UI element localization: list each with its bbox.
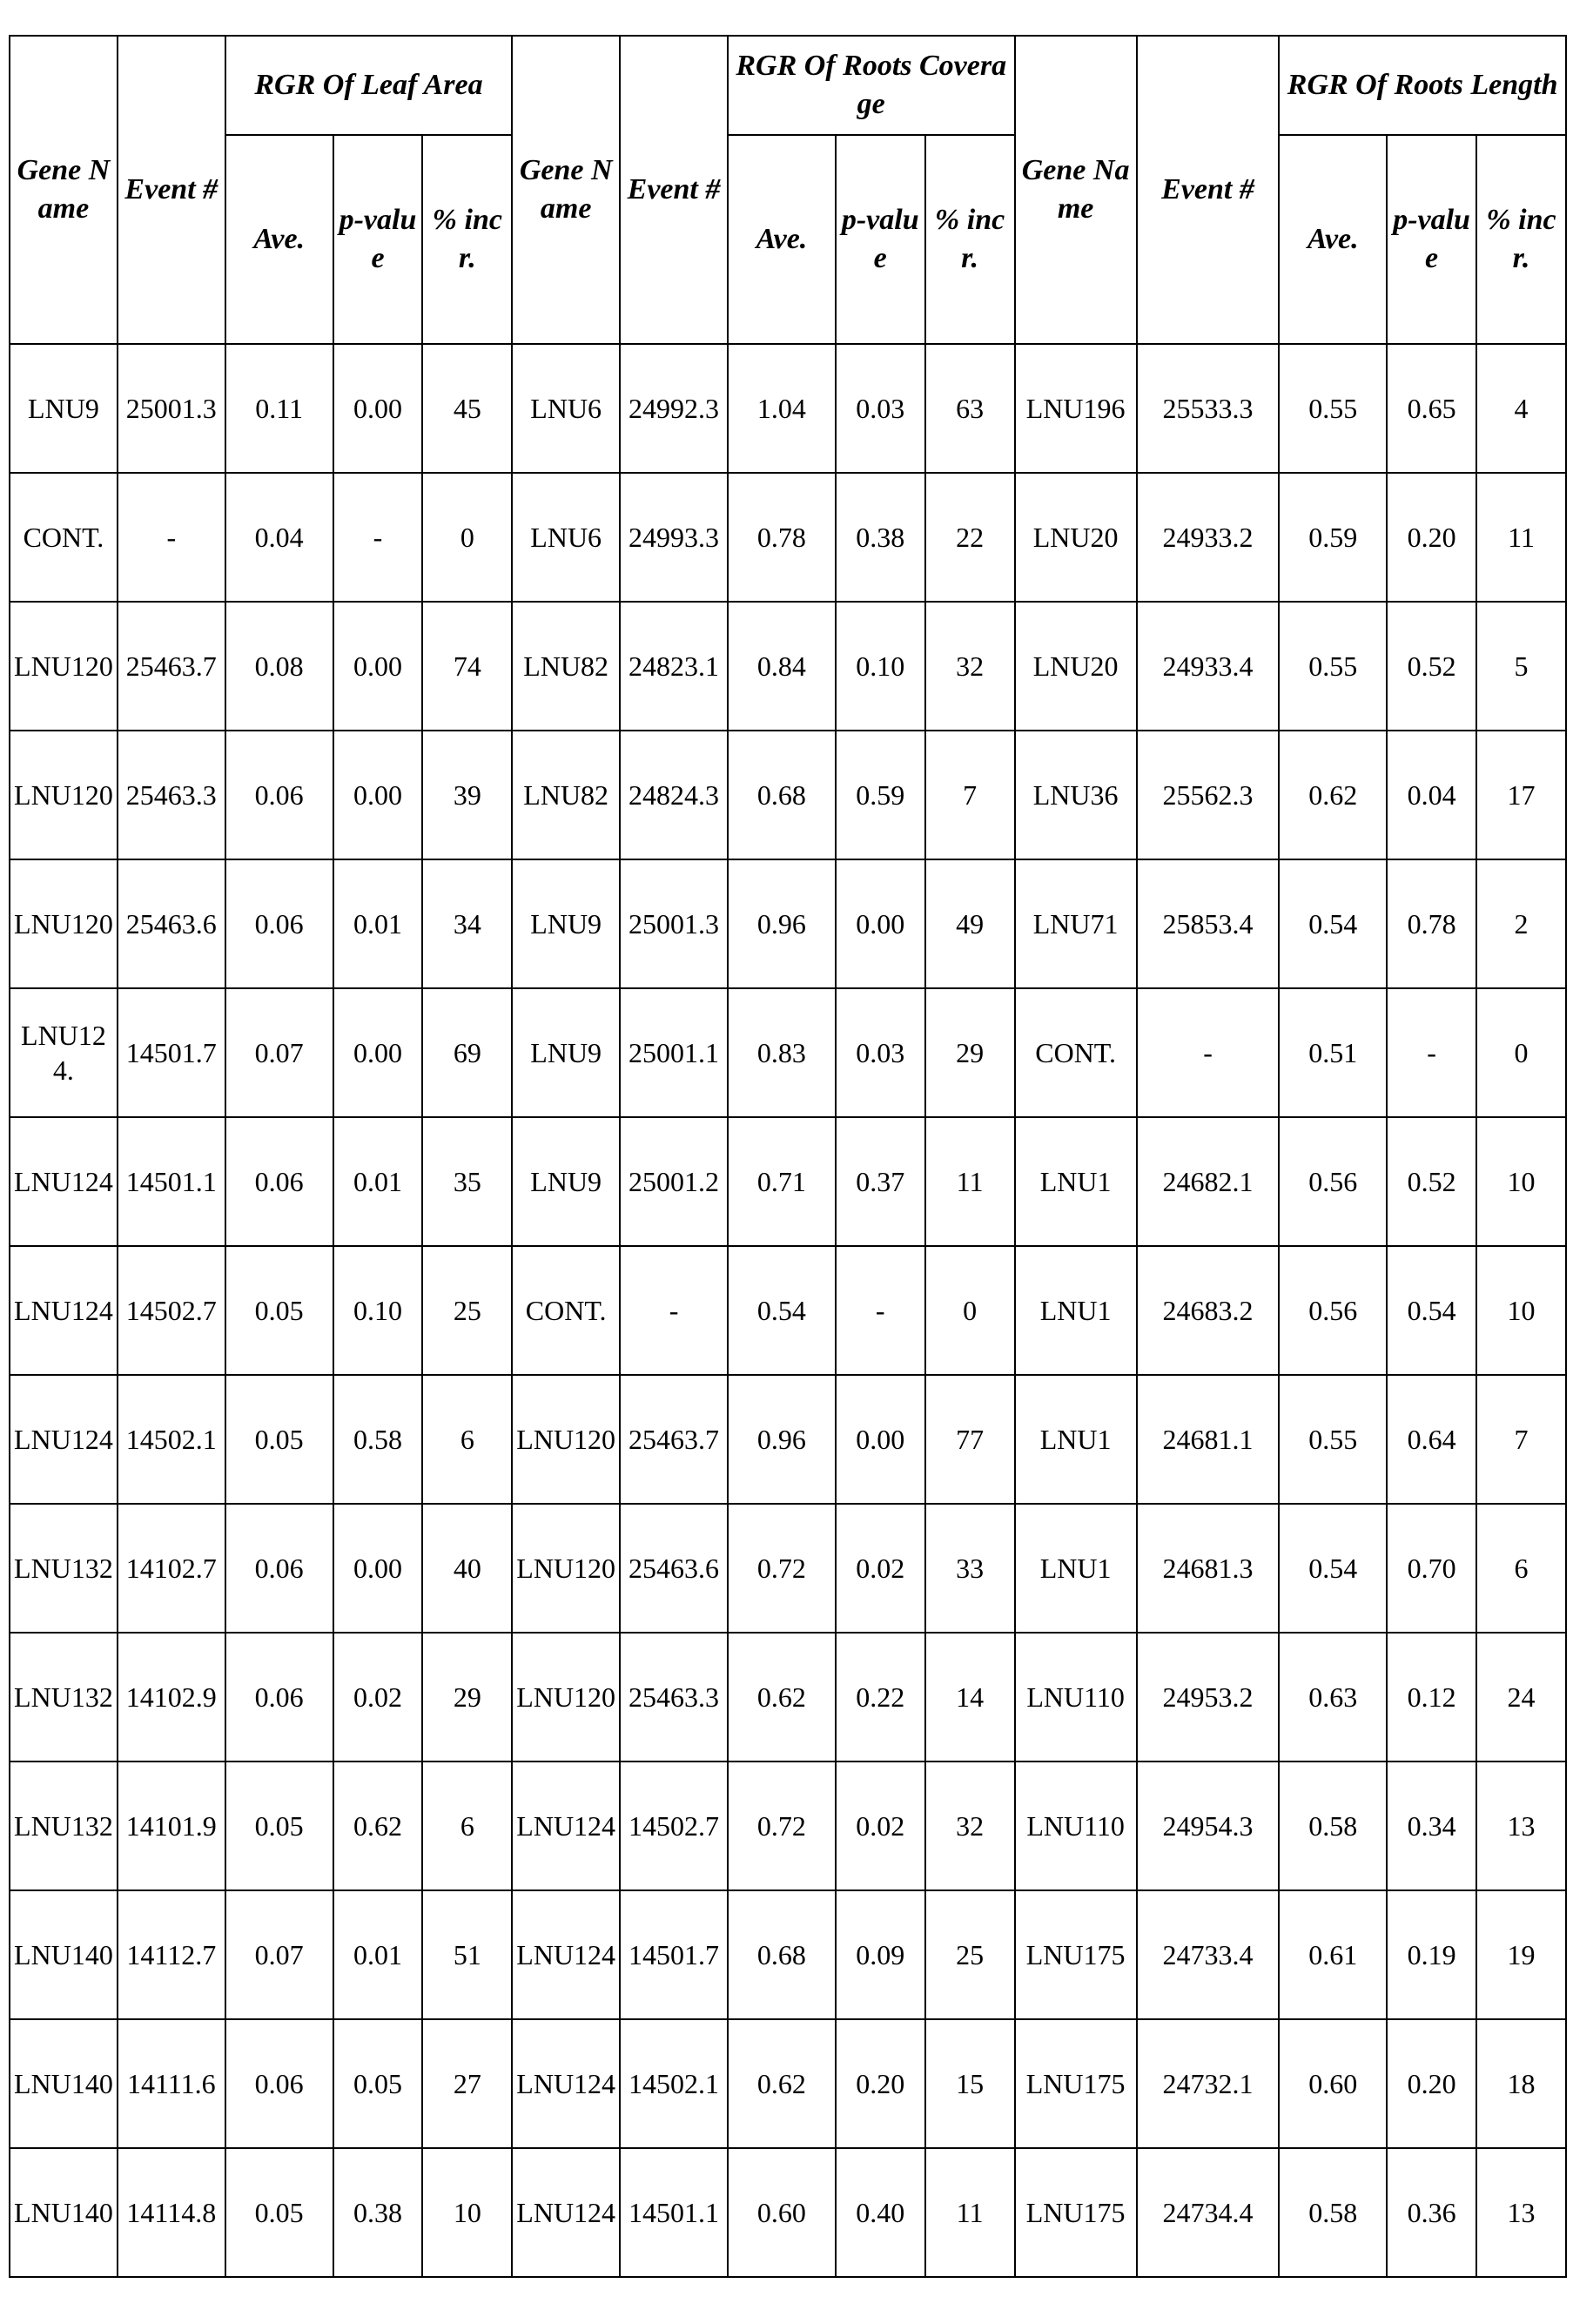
- gene-name-cell: LNU132: [10, 1504, 118, 1633]
- ave-cell: 0.51: [1279, 988, 1387, 1117]
- pct-incr-cell: 22: [925, 473, 1015, 602]
- pct-incr-cell: 24: [1476, 1633, 1566, 1762]
- pvalue-cell: 0.34: [1387, 1762, 1476, 1890]
- event-cell: 24954.3: [1137, 1762, 1280, 1890]
- ave-cell: 0.07: [225, 1890, 333, 2019]
- ave-cell: 0.05: [225, 1375, 333, 1504]
- pvalue-cell: 0.00: [333, 602, 423, 731]
- ave-cell: 0.60: [1279, 2019, 1387, 2148]
- pct-incr-cell: 0: [925, 1246, 1015, 1375]
- pvalue-cell: 0.37: [836, 1117, 925, 1246]
- pct-incr-cell: 77: [925, 1375, 1015, 1504]
- event-cell: 24734.4: [1137, 2148, 1280, 2277]
- pct-incr-cell: 35: [422, 1117, 512, 1246]
- event-cell: 25001.3: [620, 859, 728, 988]
- event-cell: 14101.9: [118, 1762, 225, 1890]
- pct-incr-cell: 29: [925, 988, 1015, 1117]
- ave-cell: 0.06: [225, 1117, 333, 1246]
- pvalue-cell: 0.36: [1387, 2148, 1476, 2277]
- pvalue-cell: 0.78: [1387, 859, 1476, 988]
- event-cell: 14501.7: [118, 988, 225, 1117]
- ave-cell: 0.54: [728, 1246, 836, 1375]
- event-cell: 25463.3: [118, 731, 225, 859]
- gene-name-cell: LNU140: [10, 2148, 118, 2277]
- table-row: [10, 1117, 1566, 1246]
- pvalue-cell: 0.10: [836, 602, 925, 731]
- gene-name-cell: LNU120: [10, 859, 118, 988]
- event-cell: -: [620, 1246, 728, 1375]
- ave-cell: 0.55: [1279, 344, 1387, 473]
- gene-name-cell: LNU124: [10, 1246, 118, 1375]
- event-cell: 14501.7: [620, 1890, 728, 2019]
- gene-name-cell: LNU20: [1015, 473, 1137, 602]
- table-row: [10, 2019, 1566, 2148]
- pct-incr-cell: 25: [925, 1890, 1015, 2019]
- pvalue-cell: 0.04: [1387, 731, 1476, 859]
- ave-cell: 0.11: [225, 344, 333, 473]
- event-cell: 14501.1: [118, 1117, 225, 1246]
- event-cell: 25463.6: [620, 1504, 728, 1633]
- ave-cell: 0.60: [728, 2148, 836, 2277]
- pvalue-cell: 0.05: [333, 2019, 423, 2148]
- pct-incr-cell: 45: [422, 344, 512, 473]
- table-row: [10, 1762, 1566, 1890]
- ave-cell: 1.04: [728, 344, 836, 473]
- ave-cell: 0.54: [1279, 1504, 1387, 1633]
- pvalue-cell: 0.03: [836, 988, 925, 1117]
- gene-name-cell: LNU120: [10, 731, 118, 859]
- ave-cell: 0.83: [728, 988, 836, 1117]
- event-cell: 14502.7: [620, 1762, 728, 1890]
- gene-name-cell: LNU175: [1015, 1890, 1137, 2019]
- ave-cell: 0.06: [225, 1504, 333, 1633]
- header-event: Event #: [118, 36, 225, 344]
- header-pvalue: p-value: [836, 135, 925, 344]
- event-cell: -: [118, 473, 225, 602]
- event-cell: 24933.4: [1137, 602, 1280, 731]
- pct-incr-cell: 32: [925, 1762, 1015, 1890]
- gene-name-cell: LNU1: [1015, 1117, 1137, 1246]
- event-cell: 24823.1: [620, 602, 728, 731]
- ave-cell: 0.62: [1279, 731, 1387, 859]
- ave-cell: 0.68: [728, 731, 836, 859]
- pvalue-cell: 0.20: [1387, 2019, 1476, 2148]
- gene-name-cell: LNU132: [10, 1633, 118, 1762]
- gene-name-cell: LNU82: [512, 731, 620, 859]
- pct-incr-cell: 10: [422, 2148, 512, 2277]
- header-gene-name: Gene Name: [512, 36, 620, 344]
- header-pct-incr: % incr.: [1476, 135, 1566, 344]
- ave-cell: 0.68: [728, 1890, 836, 2019]
- event-cell: 14501.1: [620, 2148, 728, 2277]
- header-pvalue: p-value: [1387, 135, 1476, 344]
- pvalue-cell: 0.40: [836, 2148, 925, 2277]
- event-cell: 14502.7: [118, 1246, 225, 1375]
- gene-name-cell: LNU140: [10, 2019, 118, 2148]
- ave-cell: 0.04: [225, 473, 333, 602]
- event-cell: 14112.7: [118, 1890, 225, 2019]
- event-cell: -: [1137, 988, 1280, 1117]
- pct-incr-cell: 13: [1476, 2148, 1566, 2277]
- table-row: [10, 988, 1566, 1117]
- gene-name-cell: LNU9: [512, 1117, 620, 1246]
- pct-incr-cell: 63: [925, 344, 1015, 473]
- results-table: [9, 35, 1567, 2278]
- header-ave: Ave.: [225, 135, 333, 344]
- table-row: [10, 1504, 1566, 1633]
- table-row: [10, 344, 1566, 473]
- header-event: Event #: [1137, 36, 1280, 344]
- pct-incr-cell: 7: [1476, 1375, 1566, 1504]
- ave-cell: 0.05: [225, 2148, 333, 2277]
- table-row: [10, 731, 1566, 859]
- pct-incr-cell: 17: [1476, 731, 1566, 859]
- pct-incr-cell: 25: [422, 1246, 512, 1375]
- ave-cell: 0.71: [728, 1117, 836, 1246]
- pvalue-cell: 0.12: [1387, 1633, 1476, 1762]
- gene-name-cell: LNU20: [1015, 602, 1137, 731]
- pvalue-cell: 0.00: [836, 1375, 925, 1504]
- pct-incr-cell: 4: [1476, 344, 1566, 473]
- ave-cell: 0.61: [1279, 1890, 1387, 2019]
- pvalue-cell: 0.02: [836, 1504, 925, 1633]
- table-row: [10, 2148, 1566, 2277]
- gene-name-cell: LNU6: [512, 473, 620, 602]
- event-cell: 24993.3: [620, 473, 728, 602]
- pct-incr-cell: 74: [422, 602, 512, 731]
- event-cell: 24682.1: [1137, 1117, 1280, 1246]
- pct-incr-cell: 18: [1476, 2019, 1566, 2148]
- pvalue-cell: 0.00: [333, 344, 423, 473]
- pvalue-cell: 0.01: [333, 859, 423, 988]
- pct-incr-cell: 0: [422, 473, 512, 602]
- gene-name-cell: LNU124: [512, 2019, 620, 2148]
- pvalue-cell: 0.03: [836, 344, 925, 473]
- table-header: [10, 36, 1566, 344]
- table-row: [10, 1246, 1566, 1375]
- pct-incr-cell: 39: [422, 731, 512, 859]
- header-ave: Ave.: [728, 135, 836, 344]
- event-cell: 24992.3: [620, 344, 728, 473]
- gene-name-cell: LNU124: [10, 1117, 118, 1246]
- gene-name-cell: LNU120: [512, 1504, 620, 1633]
- gene-name-cell: LNU120: [512, 1375, 620, 1504]
- ave-cell: 0.78: [728, 473, 836, 602]
- header-gene-name: Gene Name: [10, 36, 118, 344]
- event-cell: 25001.1: [620, 988, 728, 1117]
- pct-incr-cell: 11: [1476, 473, 1566, 602]
- pvalue-cell: 0.01: [333, 1117, 423, 1246]
- pct-incr-cell: 33: [925, 1504, 1015, 1633]
- event-cell: 25001.3: [118, 344, 225, 473]
- pct-incr-cell: 6: [422, 1762, 512, 1890]
- pvalue-cell: 0.54: [1387, 1246, 1476, 1375]
- gene-name-cell: LNU140: [10, 1890, 118, 2019]
- pvalue-cell: 0.38: [836, 473, 925, 602]
- ave-cell: 0.56: [1279, 1246, 1387, 1375]
- pct-incr-cell: 2: [1476, 859, 1566, 988]
- pvalue-cell: 0.38: [333, 2148, 423, 2277]
- event-cell: 25463.7: [620, 1375, 728, 1504]
- gene-name-cell: CONT.: [10, 473, 118, 602]
- event-cell: 24953.2: [1137, 1633, 1280, 1762]
- gene-name-cell: LNU9: [10, 344, 118, 473]
- pct-incr-cell: 15: [925, 2019, 1015, 2148]
- pct-incr-cell: 27: [422, 2019, 512, 2148]
- gene-name-cell: LNU124: [512, 2148, 620, 2277]
- header-pct-incr: % incr.: [925, 135, 1015, 344]
- gene-name-cell: LNU110: [1015, 1633, 1137, 1762]
- pct-incr-cell: 6: [422, 1375, 512, 1504]
- pvalue-cell: 0.02: [333, 1633, 423, 1762]
- gene-name-cell: LNU36: [1015, 731, 1137, 859]
- table-row: [10, 602, 1566, 731]
- header-ave: Ave.: [1279, 135, 1387, 344]
- pvalue-cell: 0.52: [1387, 602, 1476, 731]
- event-cell: 24933.2: [1137, 473, 1280, 602]
- header-pvalue: p-value: [333, 135, 423, 344]
- ave-cell: 0.08: [225, 602, 333, 731]
- ave-cell: 0.55: [1279, 1375, 1387, 1504]
- pvalue-cell: 0.00: [333, 1504, 423, 1633]
- event-cell: 25533.3: [1137, 344, 1280, 473]
- gene-name-cell: CONT.: [512, 1246, 620, 1375]
- event-cell: 14102.9: [118, 1633, 225, 1762]
- ave-cell: 0.72: [728, 1762, 836, 1890]
- ave-cell: 0.05: [225, 1762, 333, 1890]
- pvalue-cell: 0.59: [836, 731, 925, 859]
- header-event: Event #: [620, 36, 728, 344]
- event-cell: 25853.4: [1137, 859, 1280, 988]
- event-cell: 24733.4: [1137, 1890, 1280, 2019]
- event-cell: 25562.3: [1137, 731, 1280, 859]
- pct-incr-cell: 0: [1476, 988, 1566, 1117]
- event-cell: 25463.6: [118, 859, 225, 988]
- header-gene-name: Gene Name: [1015, 36, 1137, 344]
- pct-incr-cell: 10: [1476, 1117, 1566, 1246]
- ave-cell: 0.59: [1279, 473, 1387, 602]
- pvalue-cell: 0.52: [1387, 1117, 1476, 1246]
- pct-incr-cell: 49: [925, 859, 1015, 988]
- pvalue-cell: 0.01: [333, 1890, 423, 2019]
- pvalue-cell: -: [1387, 988, 1476, 1117]
- pvalue-cell: 0.19: [1387, 1890, 1476, 2019]
- gene-name-cell: LNU175: [1015, 2148, 1137, 2277]
- ave-cell: 0.58: [1279, 1762, 1387, 1890]
- pct-incr-cell: 32: [925, 602, 1015, 731]
- pvalue-cell: 0.00: [836, 859, 925, 988]
- pct-incr-cell: 11: [925, 2148, 1015, 2277]
- ave-cell: 0.54: [1279, 859, 1387, 988]
- gene-name-cell: LNU6: [512, 344, 620, 473]
- event-cell: 25463.7: [118, 602, 225, 731]
- ave-cell: 0.07: [225, 988, 333, 1117]
- ave-cell: 0.96: [728, 1375, 836, 1504]
- pvalue-cell: 0.10: [333, 1246, 423, 1375]
- table-row: [10, 1375, 1566, 1504]
- gene-name-cell: LNU71: [1015, 859, 1137, 988]
- ave-cell: 0.63: [1279, 1633, 1387, 1762]
- ave-cell: 0.05: [225, 1246, 333, 1375]
- gene-name-cell: LNU124: [10, 1375, 118, 1504]
- ave-cell: 0.58: [1279, 2148, 1387, 2277]
- gene-name-cell: CONT.: [1015, 988, 1137, 1117]
- event-cell: 14502.1: [620, 2019, 728, 2148]
- pvalue-cell: 0.02: [836, 1762, 925, 1890]
- event-cell: 24681.1: [1137, 1375, 1280, 1504]
- event-cell: 24732.1: [1137, 2019, 1280, 2148]
- gene-name-cell: LNU132: [10, 1762, 118, 1890]
- gene-name-cell: LNU196: [1015, 344, 1137, 473]
- gene-name-cell: LNU1: [1015, 1375, 1137, 1504]
- pct-incr-cell: 34: [422, 859, 512, 988]
- table-row: [10, 1890, 1566, 2019]
- table-row: [10, 859, 1566, 988]
- pct-incr-cell: 10: [1476, 1246, 1566, 1375]
- table-row: [10, 473, 1566, 602]
- pvalue-cell: 0.00: [333, 731, 423, 859]
- pvalue-cell: 0.20: [1387, 473, 1476, 602]
- pvalue-cell: 0.70: [1387, 1504, 1476, 1633]
- gene-name-cell: LNU1: [1015, 1246, 1137, 1375]
- gene-name-cell: LNU9: [512, 988, 620, 1117]
- pct-incr-cell: 19: [1476, 1890, 1566, 2019]
- gene-name-cell: LNU124: [512, 1762, 620, 1890]
- gene-name-cell: LNU9: [512, 859, 620, 988]
- event-cell: 24681.3: [1137, 1504, 1280, 1633]
- ave-cell: 0.56: [1279, 1117, 1387, 1246]
- pvalue-cell: 0.09: [836, 1890, 925, 2019]
- gene-name-cell: LNU120: [512, 1633, 620, 1762]
- ave-cell: 0.84: [728, 602, 836, 731]
- pct-incr-cell: 14: [925, 1633, 1015, 1762]
- event-cell: 24824.3: [620, 731, 728, 859]
- event-cell: 25463.3: [620, 1633, 728, 1762]
- pct-incr-cell: 7: [925, 731, 1015, 859]
- gene-name-cell: LNU82: [512, 602, 620, 731]
- pvalue-cell: 0.00: [333, 988, 423, 1117]
- pct-incr-cell: 69: [422, 988, 512, 1117]
- gene-name-cell: LNU175: [1015, 2019, 1137, 2148]
- ave-cell: 0.55: [1279, 602, 1387, 731]
- gene-name-cell: LNU1: [1015, 1504, 1137, 1633]
- ave-cell: 0.62: [728, 2019, 836, 2148]
- event-cell: 24683.2: [1137, 1246, 1280, 1375]
- header-pct-incr: % incr.: [422, 135, 512, 344]
- pvalue-cell: 0.20: [836, 2019, 925, 2148]
- pvalue-cell: 0.64: [1387, 1375, 1476, 1504]
- pvalue-cell: 0.65: [1387, 344, 1476, 473]
- pct-incr-cell: 5: [1476, 602, 1566, 731]
- event-cell: 14114.8: [118, 2148, 225, 2277]
- pvalue-cell: -: [836, 1246, 925, 1375]
- pct-incr-cell: 40: [422, 1504, 512, 1633]
- ave-cell: 0.06: [225, 859, 333, 988]
- ave-cell: 0.06: [225, 2019, 333, 2148]
- event-cell: 14102.7: [118, 1504, 225, 1633]
- ave-cell: 0.62: [728, 1633, 836, 1762]
- gene-name-cell: LNU124: [512, 1890, 620, 2019]
- ave-cell: 0.96: [728, 859, 836, 988]
- table-row: [10, 1633, 1566, 1762]
- gene-name-cell: LNU120: [10, 602, 118, 731]
- pct-incr-cell: 11: [925, 1117, 1015, 1246]
- pct-incr-cell: 13: [1476, 1762, 1566, 1890]
- gene-name-cell: LNU110: [1015, 1762, 1137, 1890]
- ave-cell: 0.06: [225, 731, 333, 859]
- ave-cell: 0.06: [225, 1633, 333, 1762]
- pvalue-cell: -: [333, 473, 423, 602]
- pct-incr-cell: 6: [1476, 1504, 1566, 1633]
- pvalue-cell: 0.62: [333, 1762, 423, 1890]
- event-cell: 14502.1: [118, 1375, 225, 1504]
- pvalue-cell: 0.22: [836, 1633, 925, 1762]
- pct-incr-cell: 51: [422, 1890, 512, 2019]
- pvalue-cell: 0.58: [333, 1375, 423, 1504]
- header-group-leaf-area: RGR Of Leaf Area: [225, 36, 513, 135]
- ave-cell: 0.72: [728, 1504, 836, 1633]
- pct-incr-cell: 29: [422, 1633, 512, 1762]
- event-cell: 14111.6: [118, 2019, 225, 2148]
- gene-name-cell: LNU124.: [10, 988, 118, 1117]
- header-group-roots-length: RGR Of Roots Length: [1279, 36, 1566, 135]
- header-group-roots-coverage: RGR Of Roots Coverage: [728, 36, 1015, 135]
- table-body: [10, 344, 1566, 2277]
- event-cell: 25001.2: [620, 1117, 728, 1246]
